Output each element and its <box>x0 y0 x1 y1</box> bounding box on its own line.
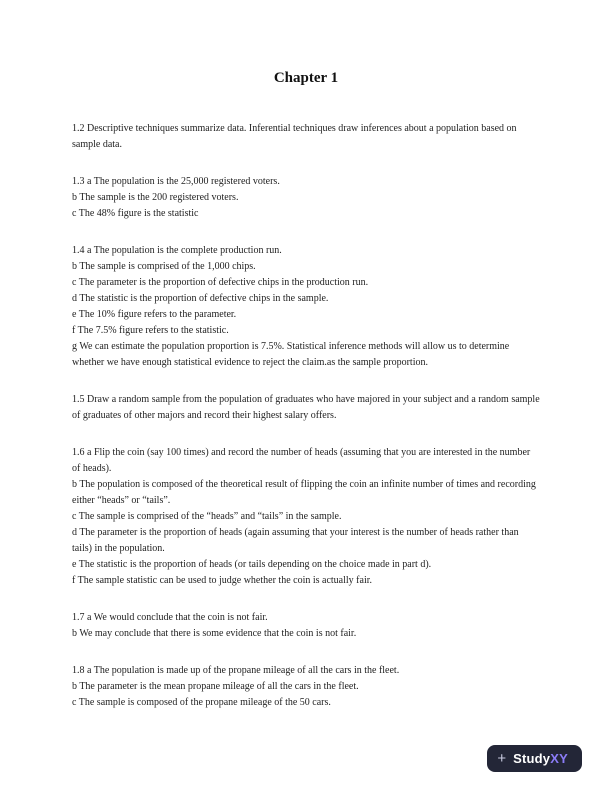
answer-line: c The sample is composed of the propane mileage of the 50 cars. <box>72 697 331 708</box>
answer-line: 1.7 a We would conclude that the coin is not fair. <box>72 612 268 623</box>
answer-block <box>72 445 540 589</box>
answer-line: b The population is composed of the theoretical result of flipping the coin an infinite number of times and recording either “heads” or “tails”. <box>72 479 536 506</box>
answer-line: 1.3 a The population is the 25,000 registered voters. <box>72 176 280 187</box>
answer-line: f The sample statistic can be used to judge whether the coin is actually fair. <box>72 575 372 586</box>
answer-line: f The 7.5% figure refers to the statistic. <box>72 325 229 336</box>
page-title: Chapter 1 <box>273 70 339 86</box>
answer-line: c The parameter is the proportion of defective chips in the production run. <box>72 277 369 288</box>
studyxy-logo <box>487 745 582 772</box>
answer-line: b The sample is the 200 registered voters. <box>72 192 239 203</box>
answer-block <box>72 121 540 153</box>
answer-block <box>72 663 540 711</box>
plus-icon: + <box>497 750 507 767</box>
document-body <box>72 121 540 711</box>
answer-line: d The statistic is the proportion of defective chips in the sample. <box>72 293 329 304</box>
answer-line: c The 48% figure is the statistic <box>72 208 199 219</box>
answer-line: b The sample is comprised of the 1,000 chips. <box>72 261 256 272</box>
answer-block <box>72 243 540 371</box>
answer-line: g We can estimate the population proportion is 7.5%. Statistical inference methods will allow us to determine whether we have enough statistical evidence to reject the claim.as the sample proportion. <box>72 341 510 368</box>
answer-block <box>72 392 540 424</box>
brand-study: Study <box>513 751 551 766</box>
brand-text <box>513 751 568 766</box>
answer-block <box>72 610 540 642</box>
answer-line: e The statistic is the proportion of heads (or tails depending on the choice made in part d). <box>72 559 432 570</box>
answer-line: 1.8 a The population is made up of the propane mileage of all the cars in the fleet. <box>72 665 400 676</box>
brand-xy: XY <box>550 751 568 766</box>
answer-line: b The parameter is the mean propane mileage of all the cars in the fleet. <box>72 681 359 692</box>
answer-line: 1.2 Descriptive techniques summarize data. Inferential techniques draw inferences about a population based on sample data. <box>72 123 517 150</box>
answer-line: e The 10% figure refers to the parameter. <box>72 309 237 320</box>
answer-line: 1.6 a Flip the coin (say 100 times) and record the number of heads (assuming that you are interested in the number of heads). <box>72 447 531 474</box>
answer-line: d The parameter is the proportion of heads (again assuming that your interest is the number of heads rather than tails) in the population. <box>72 527 519 554</box>
answer-line: b We may conclude that there is some evidence that the coin is not fair. <box>72 628 357 639</box>
answer-line: 1.4 a The population is the complete production run. <box>72 245 282 256</box>
answer-line: 1.5 Draw a random sample from the population of graduates who have majored in your subject and a random sample of graduates of other majors and record their highest salary offers. <box>72 394 540 421</box>
answer-line: c The sample is comprised of the “heads” and “tails” in the sample. <box>72 511 342 522</box>
answer-block <box>72 174 540 222</box>
